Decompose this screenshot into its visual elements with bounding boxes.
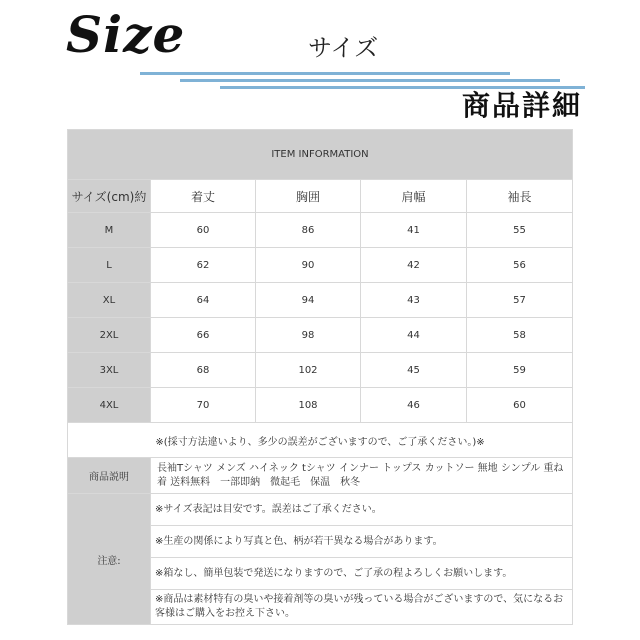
caution-label: 注意:	[68, 494, 151, 625]
description-text: 長袖Tシャツ メンズ ハイネック tシャツ インナー トップス カットソー 無地 シンプル 重ね着 送料無料 一部即納 微起毛 保温 秋冬	[151, 458, 573, 494]
size-logo: Size	[66, 5, 186, 64]
chest-cell: 86	[256, 213, 361, 248]
item-information-table	[67, 129, 573, 625]
sleeve-cell: 56	[467, 248, 573, 283]
subtitle: サイズ	[308, 34, 379, 62]
table-title: ITEM INFORMATION	[68, 130, 573, 180]
size-cell: M	[68, 213, 151, 248]
decorative-line-2	[180, 79, 560, 82]
column-header-size: サイズ(cm)約	[68, 180, 151, 213]
size-cell: L	[68, 248, 151, 283]
column-header-sleeve: 袖長	[467, 180, 573, 213]
description-label: 商品説明	[68, 458, 151, 494]
measurement-note: ※(採寸方法違いより、多少の誤差がございますので、ご了承ください。)※	[68, 423, 573, 458]
caution-item: ※生産の関係により写真と色、柄が若干異なる場合があります。	[151, 526, 573, 558]
length-cell: 66	[151, 318, 256, 353]
table-row	[68, 248, 573, 283]
product-detail-title: 商品詳細	[462, 89, 583, 122]
length-cell: 62	[151, 248, 256, 283]
chest-cell: 102	[256, 353, 361, 388]
shoulder-cell: 46	[361, 388, 467, 423]
caution-item: ※商品は素材特有の臭いや接着剤等の臭いが残っている場合がございますので、気になるお客様はご購入をお控え下さい。	[151, 590, 573, 625]
shoulder-cell: 43	[361, 283, 467, 318]
shoulder-cell: 45	[361, 353, 467, 388]
table-row	[68, 283, 573, 318]
table-row	[68, 353, 573, 388]
table-row	[68, 213, 573, 248]
length-cell: 68	[151, 353, 256, 388]
sleeve-cell: 59	[467, 353, 573, 388]
column-header-length: 着丈	[151, 180, 256, 213]
shoulder-cell: 44	[361, 318, 467, 353]
chest-cell: 98	[256, 318, 361, 353]
size-cell: 2XL	[68, 318, 151, 353]
column-header-shoulder: 肩幅	[361, 180, 467, 213]
sleeve-cell: 55	[467, 213, 573, 248]
column-header-chest: 胸囲	[256, 180, 361, 213]
size-cell: 3XL	[68, 353, 151, 388]
sleeve-cell: 58	[467, 318, 573, 353]
chest-cell: 90	[256, 248, 361, 283]
length-cell: 64	[151, 283, 256, 318]
table-row	[68, 318, 573, 353]
size-cell: 4XL	[68, 388, 151, 423]
size-cell: XL	[68, 283, 151, 318]
decorative-line-1	[140, 72, 510, 75]
shoulder-cell: 42	[361, 248, 467, 283]
sleeve-cell: 57	[467, 283, 573, 318]
chest-cell: 108	[256, 388, 361, 423]
length-cell: 70	[151, 388, 256, 423]
sleeve-cell: 60	[467, 388, 573, 423]
chest-cell: 94	[256, 283, 361, 318]
length-cell: 60	[151, 213, 256, 248]
caution-item: ※サイズ表記は目安です。誤差はご了承ください。	[151, 494, 573, 526]
caution-item: ※箱なし、簡単包装で発送になりますので、ご了承の程よろしくお願いします。	[151, 558, 573, 590]
table-row	[68, 388, 573, 423]
shoulder-cell: 41	[361, 213, 467, 248]
